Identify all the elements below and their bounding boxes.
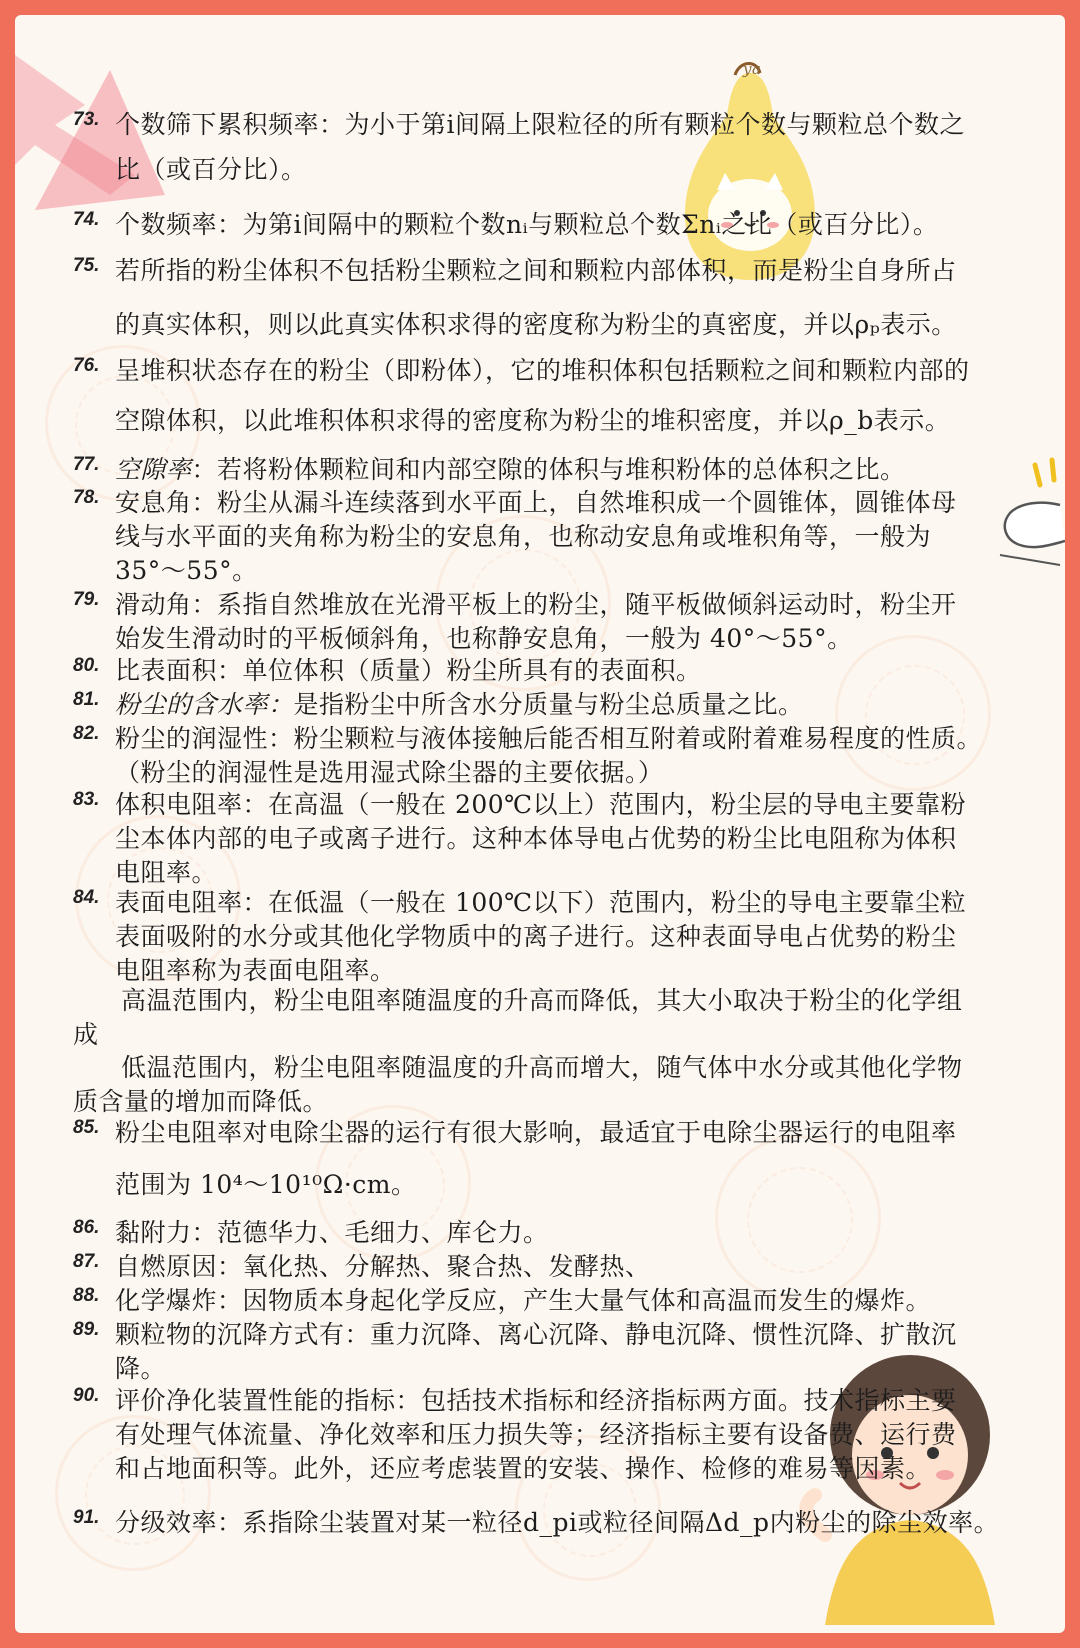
entry-number: 78.: [73, 487, 100, 508]
entry-number: 83.: [73, 789, 100, 810]
entry-line: 比表面积：单位体积（质量）粉尘所具有的表面积。: [115, 656, 702, 685]
entry-number: 85.: [73, 1117, 100, 1138]
term-italic: 粉尘的含水率：: [115, 690, 294, 719]
entry-line: 粉尘电阻率对电除尘器的运行有很大影响，最适宜于电除尘器运行的电阻率: [115, 1118, 957, 1147]
entry-line: 评价净化装置性能的指标：包括技术指标和经济指标两方面。技术指标主要: [115, 1386, 957, 1415]
entry-line: 体积电阻率：在高温（一般在 200℃以上）范围内，粉尘层的导电主要靠粉: [115, 790, 967, 819]
entry-number: 76.: [73, 355, 100, 376]
entry-line: 范围为 10⁴～10¹⁰Ω·cm。: [115, 1170, 417, 1199]
entry-number: 73.: [73, 109, 100, 130]
entry-line: 化学爆炸：因物质本身起化学反应，产生大量气体和高温而发生的爆炸。: [115, 1286, 932, 1315]
entry-line: 安息角：粉尘从漏斗连续落到水平面上，自然堆积成一个圆锥体，圆锥体母: [115, 488, 957, 517]
entry-number: 87.: [73, 1251, 100, 1272]
paragraph-line: 质含量的增加而降低。: [73, 1087, 329, 1116]
entry-line: 电阻率。: [115, 858, 218, 887]
paragraph-line: 低温范围内，粉尘电阻率随温度的升高而增大，随气体中水分或其他化学物: [121, 1053, 963, 1082]
entry-line: 颗粒物的沉降方式有：重力沉降、离心沉降、静电沉降、惯性沉降、扩散沉: [115, 1320, 957, 1349]
entry-number: 79.: [73, 589, 100, 610]
entry-line: 和占地面积等。此外，还应考虑装置的安装、操作、检修的难易等因素。: [115, 1454, 932, 1483]
entry-line: 始发生滑动时的平板倾斜角，也称静安息角，一般为 40°～55°。: [115, 624, 853, 653]
entry-line: 空隙体积，以此堆积体积求得的密度称为粉尘的堆积密度，并以ρ_b表示。: [115, 406, 951, 435]
entry-line: 电阻率称为表面电阻率。: [115, 956, 396, 985]
entry-line: 线与水平面的夹角称为粉尘的安息角，也称动安息角或堆积角等，一般为: [115, 522, 932, 551]
entry-number: 82.: [73, 723, 100, 744]
term-italic: 空隙率: [115, 455, 192, 484]
entry-line: 滑动角：系指自然堆放在光滑平板上的粉尘，随平板做倾斜运动时，粉尘开: [115, 590, 957, 619]
entry-line: （粉尘的润湿性是选用湿式除尘器的主要依据。）: [115, 758, 664, 787]
entry-number: 84.: [73, 887, 100, 908]
paragraph-line: 成: [73, 1020, 99, 1049]
entry-number: 90.: [73, 1385, 100, 1406]
entry-line: 分级效率：系指除尘装置对某一粒径d_pi或粒径间隔Δd_p内粉尘的除尘效率。: [115, 1508, 1000, 1537]
entry-number: 77.: [73, 454, 100, 475]
entry-number: 81.: [73, 689, 100, 710]
entry-line: 呈堆积状态存在的粉尘（即粉体），它的堆积体积包括颗粒之间和颗粒内部的: [115, 356, 970, 385]
entry-number: 80.: [73, 655, 100, 676]
entry-line: 自燃原因：氧化热、分解热、聚合热、发酵热、: [115, 1252, 651, 1281]
paragraph-line: 高温范围内，粉尘电阻率随温度的升高而降低，其大小取决于粉尘的化学组: [121, 986, 963, 1015]
entry-line: 的真实体积，则以此真实体积求得的密度称为粉尘的真密度，并以ρₚ表示。: [115, 310, 957, 339]
entry-number: 91.: [73, 1507, 100, 1528]
entry-line: 个数频率：为第i间隔中的颗粒个数nᵢ与颗粒总个数Σnᵢ之比（或百分比）。: [115, 210, 939, 239]
entry-line-text: 是指粉尘中所含水分质量与粉尘总质量之比。: [293, 690, 804, 719]
entry-line: [115, 450, 906, 486]
entry-line: 降。: [115, 1354, 167, 1383]
entry-line: [115, 685, 804, 721]
entry-line: 个数筛下累积频率：为小于第i间隔上限粒径的所有颗粒个数与颗粒总个数之: [115, 110, 965, 139]
signature: ya: [743, 60, 762, 78]
entry-number: 75.: [73, 255, 100, 276]
entry-line: 有处理气体流量、净化效率和压力损失等；经济指标主要有设备费、运行费: [115, 1420, 957, 1449]
entry-number: 86.: [73, 1217, 100, 1238]
document-page: [15, 15, 1065, 1633]
entry-line: 尘本体内部的电子或离子进行。这种本体导电占优势的粉尘比电阻称为体积: [115, 824, 957, 853]
entry-line: 比（或百分比）。: [115, 155, 307, 184]
entry-line: 35°～55°。: [115, 556, 258, 585]
entry-number: 74.: [73, 209, 100, 230]
entry-line: 表面吸附的水分或其他化学物质中的离子进行。这种表面导电占优势的粉尘: [115, 922, 957, 951]
entry-number: 88.: [73, 1285, 100, 1306]
entry-line: 粉尘的润湿性：粉尘颗粒与液体接触后能否相互附着或附着难易程度的性质。: [115, 724, 983, 753]
entry-line-text: ：若将粉体颗粒间和内部空隙的体积与堆积粉体的总体积之比。: [191, 455, 906, 484]
entry-number: 89.: [73, 1319, 100, 1340]
document-content: [15, 15, 1065, 1633]
entry-line: 黏附力：范德华力、毛细力、库仑力。: [115, 1218, 549, 1247]
entry-line: 表面电阻率：在低温（一般在 100℃以下）范围内，粉尘的导电主要靠尘粒: [115, 888, 967, 917]
entry-line: 若所指的粉尘体积不包括粉尘颗粒之间和颗粒内部体积，而是粉尘自身所占: [115, 256, 957, 285]
